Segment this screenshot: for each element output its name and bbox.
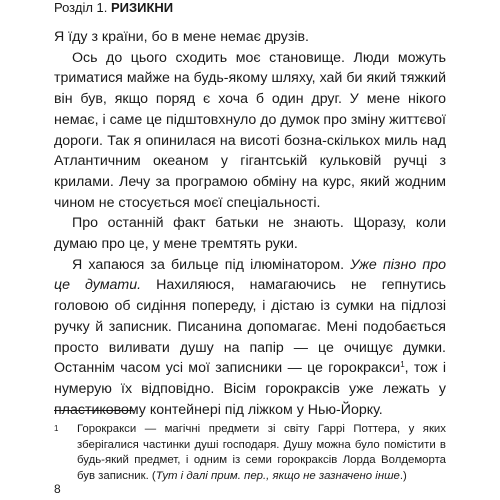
paragraph-2: Ось до цього сходить моє становище. Люди можуть триматися майже на будь-якому шляху, хай би який тяжкий він був, якщо поряд є хоча б один друг. У мене нікого немає, і саме це підштовхнуло до думок про зміну життєвої дороги. Так я опинилася на висоті бозна-скількох миль над Атлантичним океаном у гігантській кульковій ручці з крилами. Лечу за програмою обміну на курс, який жодним чином не стосується моєї спеціальності.	[54, 49, 446, 211]
paragraph-4-italic: Уже пізно про це думати.	[54, 256, 446, 294]
footnote-divider	[54, 410, 134, 411]
paragraph-1: Я їду з країни, бо в мене немає друзів.	[54, 29, 310, 45]
page-number: 8	[54, 482, 61, 496]
header-title: РИЗИКНИ	[110, 0, 174, 15]
footnote-reference[interactable]: 1	[400, 360, 405, 370]
header-section: Розділ 1.	[54, 0, 111, 15]
footnote-mark: 1	[54, 424, 59, 433]
footnote-body: Горокракси — магічні предмети зі світу Гаррі Поттера, у яких зберігалися частинки душі господаря. Душу можна було помістити в будь-який предмет, і одним із семи горокраксів Лорда Волдеморта був записник. (	[77, 423, 446, 482]
body-text	[54, 27, 446, 420]
running-header	[54, 0, 173, 16]
paragraph-4-part-c: , тож і нумерую їх відповідно. Вісім горокраксів уже лежать у пластиковому контейнері під ліжком у Нью-Йорку.	[54, 360, 446, 418]
paragraph-4	[54, 255, 446, 421]
footnote-translator-note: Тут і далі прим. пер., якщо не зазначено інше	[155, 469, 400, 482]
footnote-close: .)	[399, 469, 407, 482]
paragraph-3: Про останній факт батьки не знають. Щоразу, коли думаю про це, у мене тремтять руки.	[54, 215, 446, 253]
footnote	[54, 422, 446, 484]
paragraph-4-part-b: Нахиляюся, намагаючись не гепнутись головою об сидіння попереду, і дістаю із сумки на підлозі ручку й записник. Писанина допомагає. Мені подобається просто виливати душу на папір — це очищує думки. Останнім часом усі мої записники — це горокракси	[54, 277, 446, 377]
paragraph-4-part-a: Я хапаюся за бильце під ілюмінатором.	[72, 256, 351, 273]
footnote-text	[77, 422, 446, 484]
